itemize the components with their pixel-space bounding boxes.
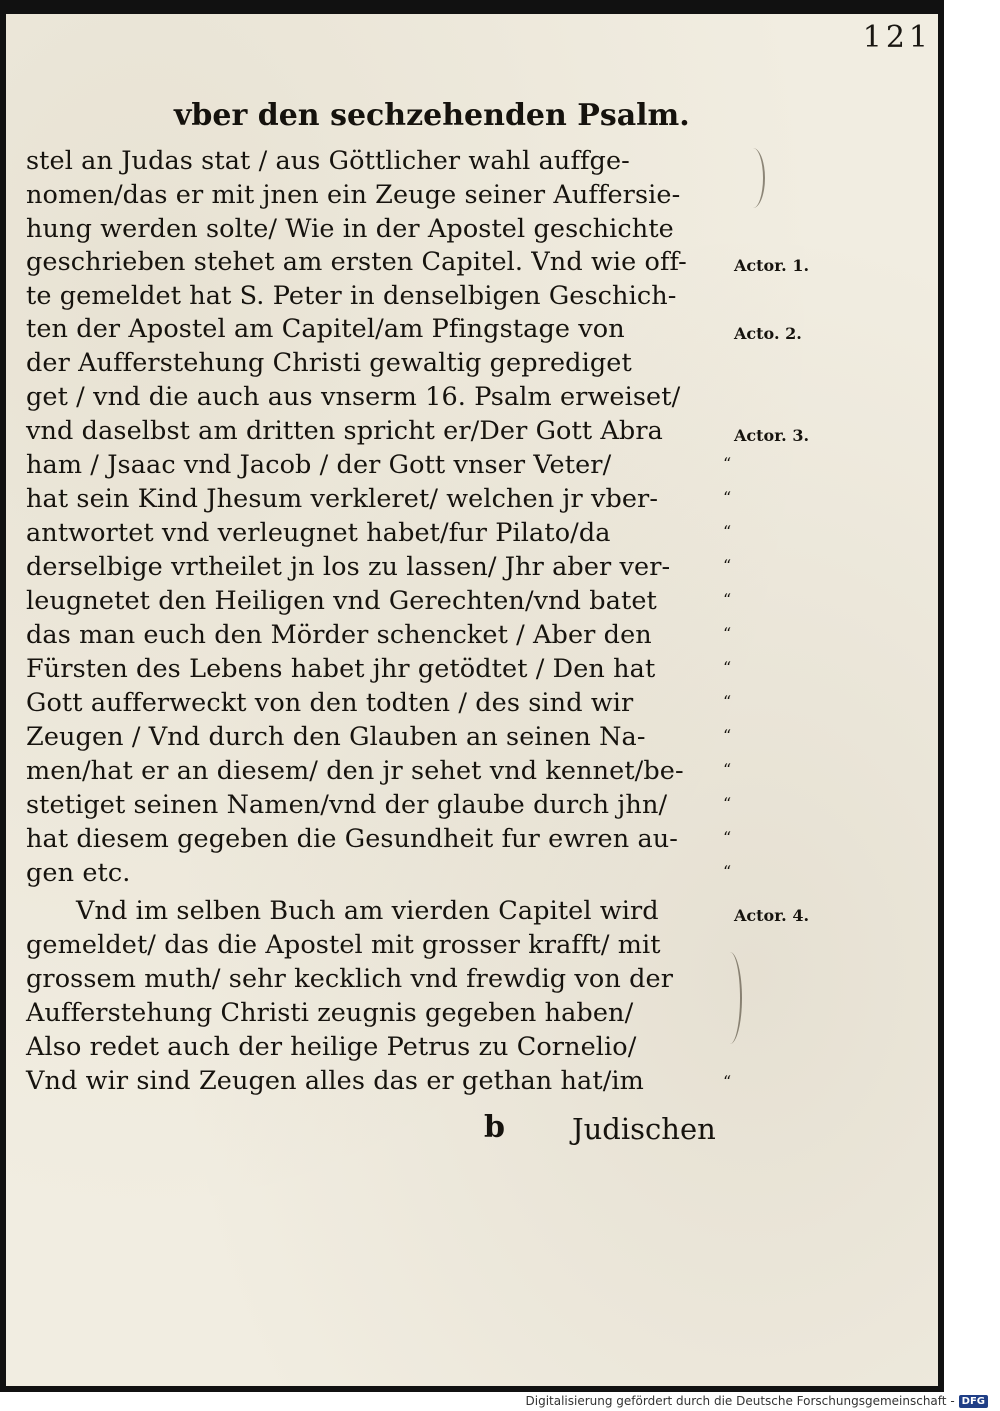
text-line: stetiget seinen Namen/vnd der glaube durch jhn/	[26, 790, 668, 820]
text-line: Vnd im selben Buch am vierden Capitel wird	[76, 896, 659, 926]
text-line: Zeugen / Vnd durch den Glauben an seinen Na-	[26, 722, 646, 752]
text-line: gemeldet/ das die Apostel mit grosser krafft/ mit	[26, 930, 661, 960]
text-line: Fürsten des Lebens habet jhr getödtet / Den hat	[26, 654, 656, 684]
quote-mark: “	[723, 488, 732, 507]
text-line: get / vnd die auch aus vnserm 16. Psalm erweiset/	[26, 382, 681, 412]
text-line: ten der Apostel am Capitel/am Pfingstage von	[26, 314, 625, 344]
text-line: hat diesem gegeben die Gesundheit fur ewren au-	[26, 824, 679, 854]
quote-mark: “	[723, 624, 732, 643]
running-head: vber den sechzehenden Psalm.	[174, 98, 690, 133]
text-line: gen etc.	[26, 858, 131, 888]
text-line: te gemeldet hat S. Peter in denselbigen Geschich-	[26, 281, 677, 311]
text-line: vnd daselbst am dritten spricht er/Der Gott Abra	[26, 416, 663, 446]
quote-mark: “	[723, 590, 732, 609]
dfg-logo: DFG	[959, 1395, 988, 1408]
text-line: Gott aufferweckt von den todten / des sind wir	[26, 688, 634, 718]
page-number: 121	[862, 20, 932, 55]
text-line: Also redet auch der heilige Petrus zu Cornelio/	[26, 1032, 637, 1062]
text-line: ham / Jsaac vnd Jacob / der Gott vnser Veter/	[26, 450, 612, 480]
text-line: men/hat er an diesem/ den jr sehet vnd kennet/be-	[26, 756, 684, 786]
quote-mark: “	[723, 692, 732, 711]
footer-text: Digitalisierung gefördert durch die Deutsche Forschungsgemeinschaft -	[525, 1394, 955, 1408]
text-line: hat sein Kind Jhesum verkleret/ welchen jr vber-	[26, 484, 659, 514]
text-line: leugnetet den Heiligen vnd Gerechten/vnd batet	[26, 586, 657, 616]
margin-reference: Actor. 3.	[734, 426, 810, 445]
quote-mark: “	[723, 760, 732, 779]
footer-credit	[526, 1394, 989, 1408]
text-line: Vnd wir sind Zeugen alles das er gethan hat/im	[26, 1066, 644, 1096]
margin-reference: Acto. 2.	[734, 324, 802, 343]
text-line: derselbige vrtheilet jn los zu lassen/ Jhr aber ver-	[26, 552, 671, 582]
signature-mark: b	[484, 1110, 505, 1145]
quote-mark: “	[723, 556, 732, 575]
margin-brace	[718, 952, 742, 1044]
catchword: Judischen	[572, 1112, 716, 1146]
quote-mark: “	[723, 1072, 732, 1091]
text-line: das man euch den Mörder schencket / Aber den	[26, 620, 652, 650]
text-line: der Aufferstehung Christi gewaltig geprediget	[26, 348, 632, 378]
quote-mark: “	[723, 828, 732, 847]
book-page	[6, 14, 938, 1386]
quote-mark: “	[723, 862, 732, 881]
text-line: antwortet vnd verleugnet habet/fur Pilato/da	[26, 518, 611, 548]
quote-mark: “	[723, 726, 732, 745]
quote-mark: “	[723, 658, 732, 677]
margin-reference: Actor. 4.	[734, 906, 810, 925]
text-line: hung werden solte/ Wie in der Apostel geschichte	[26, 214, 674, 244]
text-line: nomen/das er mit jnen ein Zeuge seiner Auffersie-	[26, 180, 681, 210]
quote-mark: “	[723, 794, 732, 813]
margin-brace	[741, 148, 765, 208]
text-line: geschrieben stehet am ersten Capitel. Vnd wie off-	[26, 247, 687, 277]
margin-reference: Actor. 1.	[734, 256, 810, 275]
text-line: Aufferstehung Christi zeugnis gegeben haben/	[26, 998, 634, 1028]
quote-mark: “	[723, 454, 732, 473]
quote-mark: “	[723, 522, 732, 541]
text-line: stel an Judas stat / aus Göttlicher wahl auffge-	[26, 146, 630, 176]
text-line: grossem muth/ sehr kecklich vnd frewdig von der	[26, 964, 673, 994]
